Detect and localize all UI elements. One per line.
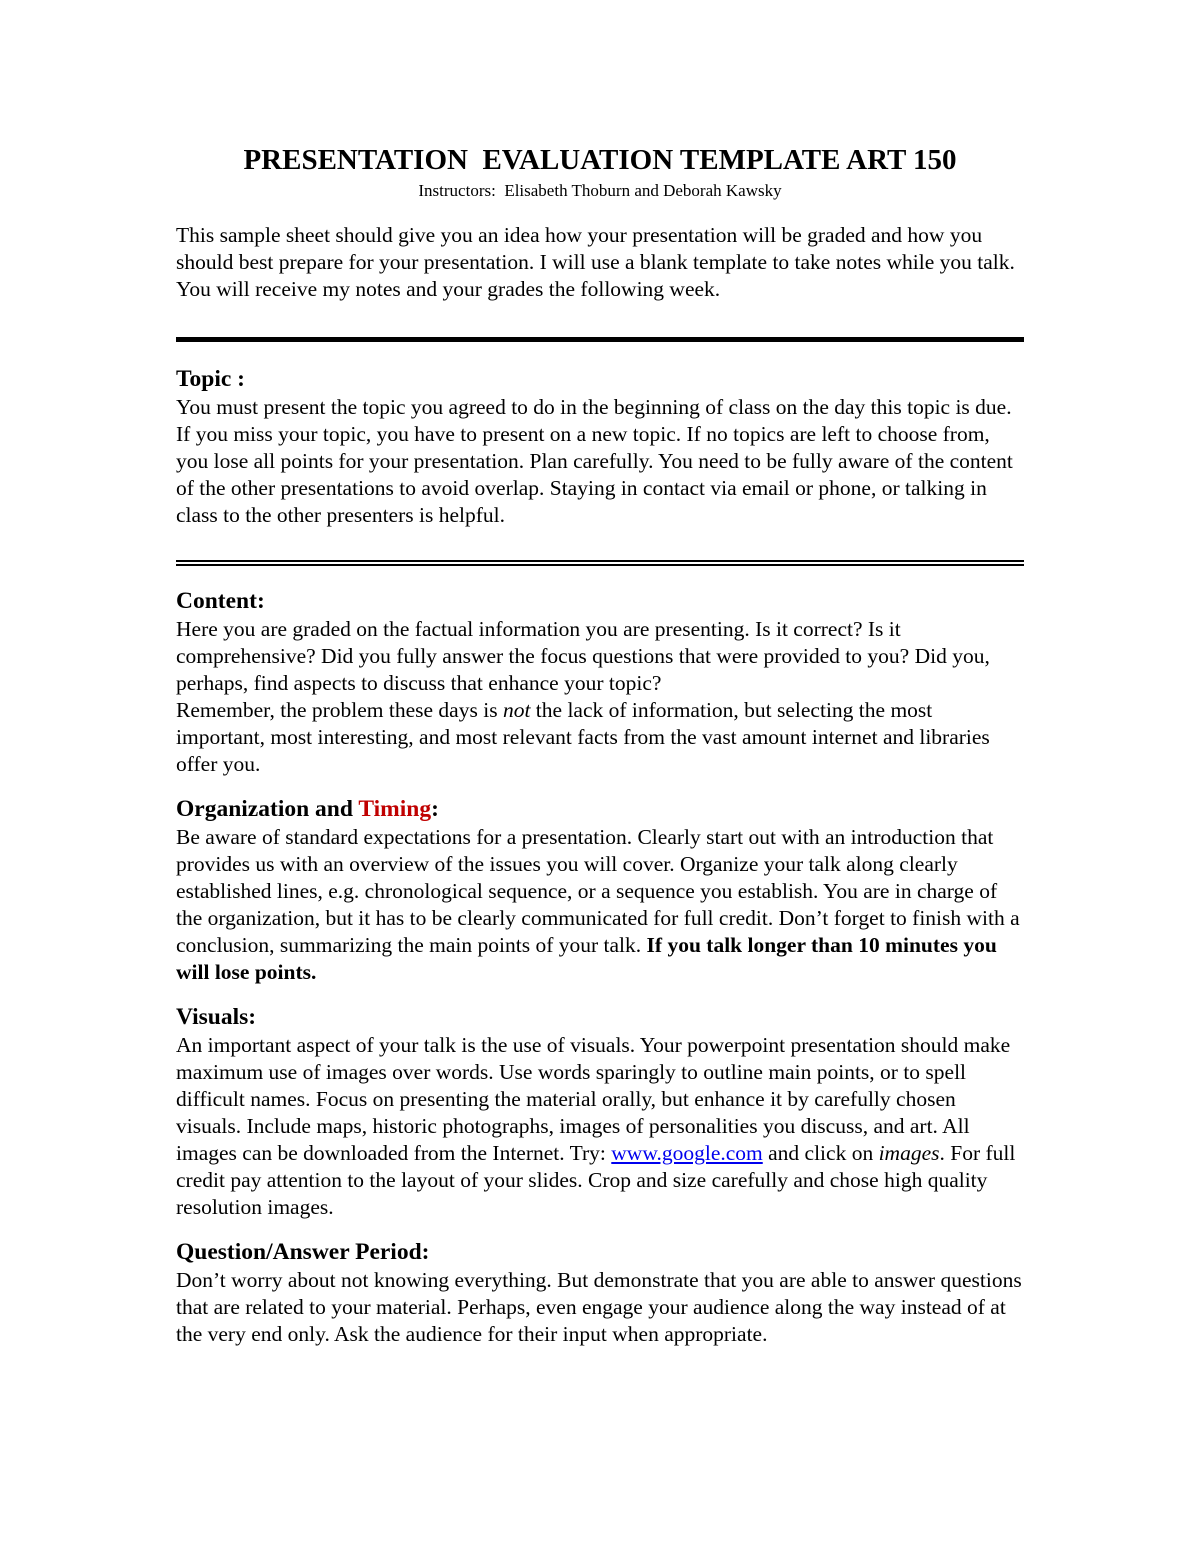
topic-heading: Topic : (176, 366, 245, 392)
organization-body-text: Be aware of standard expectations for a presentation. Clearly start out with an introduction that provides us with an overview of the issues you will cover. Organize your talk along clearly established lines, e.g. chronological sequence, or a sequence you establish. You are in charge of the organization, but it has to be clearly communicated for full credit. Don’t forget to finish with a conclusion, summarizing the main points of your talk. (176, 825, 1020, 957)
visuals-heading: Visuals: (176, 1004, 257, 1030)
topic-section (176, 364, 1024, 529)
content-heading: Content: (176, 588, 265, 614)
content-body-1: Here you are graded on the factual information you are presenting. Is it correct? Is it comprehensive? Did you fully answer the focus questions that were provided to you? Did you, perhaps, find aspects to discuss that enhance your topic? (176, 617, 990, 695)
timing-highlight: Timing (358, 796, 432, 822)
qa-section (176, 1237, 1024, 1348)
time-limit-warning: If you talk longer than 10 minutes you will lose points. (176, 933, 997, 984)
qa-body: Don’t worry about not knowing everything. But demonstrate that you are able to answer questions that are related to your material. Perhaps, even engage your audience along the way instead of at the very end only. Ask the audience for their input when appropriate. (176, 1268, 1022, 1346)
organization-heading-start: Organization and (176, 796, 359, 822)
intro-paragraph: This sample sheet should give you an idea how your presentation will be graded and how you should best prepare for your presentation. I will use a blank template to take notes while you talk. You will receive my notes and your grades the following week. (176, 223, 1015, 301)
visuals-section (176, 1002, 1024, 1221)
content-body-2 (176, 697, 1024, 778)
visuals-body (176, 1032, 1024, 1221)
content-body-2-end: the lack of information, but selecting the most important, most interesting, and most relevant facts from the vast amount internet and libraries offer you. (176, 698, 990, 776)
thick-divider (176, 337, 1024, 342)
google-link[interactable]: www.google.com (611, 1141, 763, 1165)
visuals-body-middle: and click on (762, 1141, 879, 1165)
organization-heading-colon: : (431, 796, 439, 822)
document-title: PRESENTATION EVALUATION TEMPLATE ART 150 (243, 144, 957, 176)
visuals-body-start: An important aspect of your talk is the use of visuals. Your powerpoint presentation should make maximum use of images over words. Use words sparingly to outline main points, or to spell difficult names. Focus on presenting the material orally, but enhance it by carefully chosen visuals. Include maps, historic photographs, images of personalities you discuss, and art. All images can be downloaded from the Internet. Try: (176, 1033, 1011, 1165)
qa-heading: Question/Answer Period: (176, 1239, 430, 1265)
content-section (176, 586, 1024, 778)
organization-heading (176, 794, 1024, 824)
content-body-2-start: Remember, the problem these days is (176, 698, 503, 722)
visuals-body-end: . For full credit pay attention to the layout of your slides. Crop and size carefully and chose high quality resolution images. (176, 1141, 1016, 1219)
double-divider (176, 560, 1024, 566)
images-emphasis: images (878, 1141, 940, 1165)
organization-section (176, 794, 1024, 986)
content-emphasis: not (502, 698, 531, 722)
instructors-line: Instructors: Elisabeth Thoburn and Deborah Kawsky (418, 181, 782, 200)
topic-body: You must present the topic you agreed to do in the beginning of class on the day this topic is due. If you miss your topic, you have to present on a new topic. If no topics are left to choose from, you lose all points for your presentation. Plan carefully. You need to be fully aware of the content of the other presentations to avoid overlap. Staying in contact via email or phone, or talking in class to the other presenters is helpful. (176, 395, 1013, 527)
organization-body (176, 824, 1024, 986)
document-page (176, 140, 1024, 1348)
